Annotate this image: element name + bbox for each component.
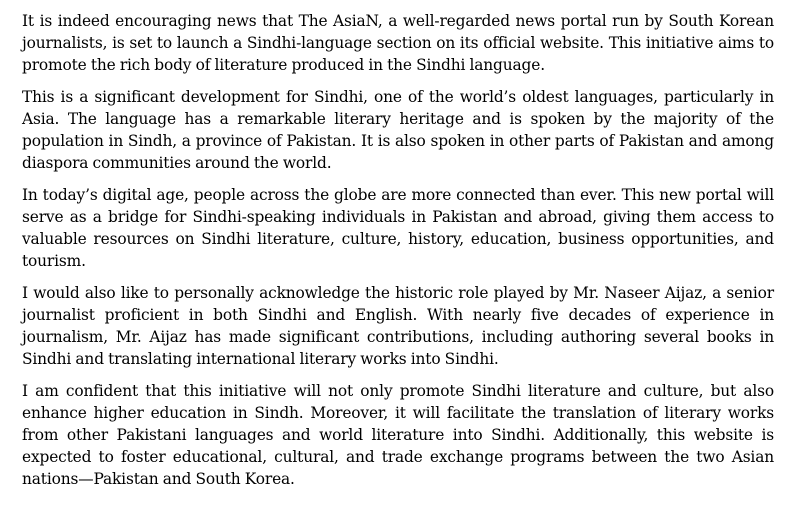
paragraph-acknowledgement: I would also like to personally acknowledge the historic role played by Mr. Naseer Aijaz, a senior journalist proficient in both Sindhi and English. With nearly five decades of experience in journalism, Mr. Aijaz has made significant contributions, including authoring several books in Sindhi and translating international literary works into Sindhi. (22, 284, 774, 368)
paragraph-announcement: It is indeed encouraging news that The AsiaN, a well-regarded news portal run by South Korean journalists, is set to launch a Sindhi-language section on its official website. This initiative aims to promote the rich body of literature produced in the Sindhi language. (22, 12, 774, 74)
paragraph-conclusion: I am confident that this initiative will not only promote Sindhi literature and culture, but also enhance higher education in Sindh. Moreover, it will facilitate the translation of literary works from other Pakistani languages and world literature into Sindhi. Additionally, this website is expected to foster educational, cultural, and trade exchange programs between the two Asian nations—Pakistan and South Korea. (22, 382, 774, 488)
paragraph-digital-age: In today’s digital age, people across the globe are more connected than ever. This new portal will serve as a bridge for Sindhi-speaking individuals in Pakistan and abroad, giving them access to valuable resources on Sindhi literature, culture, history, education, business opportunities, and tourism. (22, 186, 774, 270)
paragraph-sindhi-significance: This is a significant development for Sindhi, one of the world’s oldest languages, particularly in Asia. The language has a remarkable literary heritage and is spoken by the majority of the population in Sindh, a province of Pakistan. It is also spoken in other parts of Pakistan and among diaspora communities around the world. (22, 88, 774, 172)
